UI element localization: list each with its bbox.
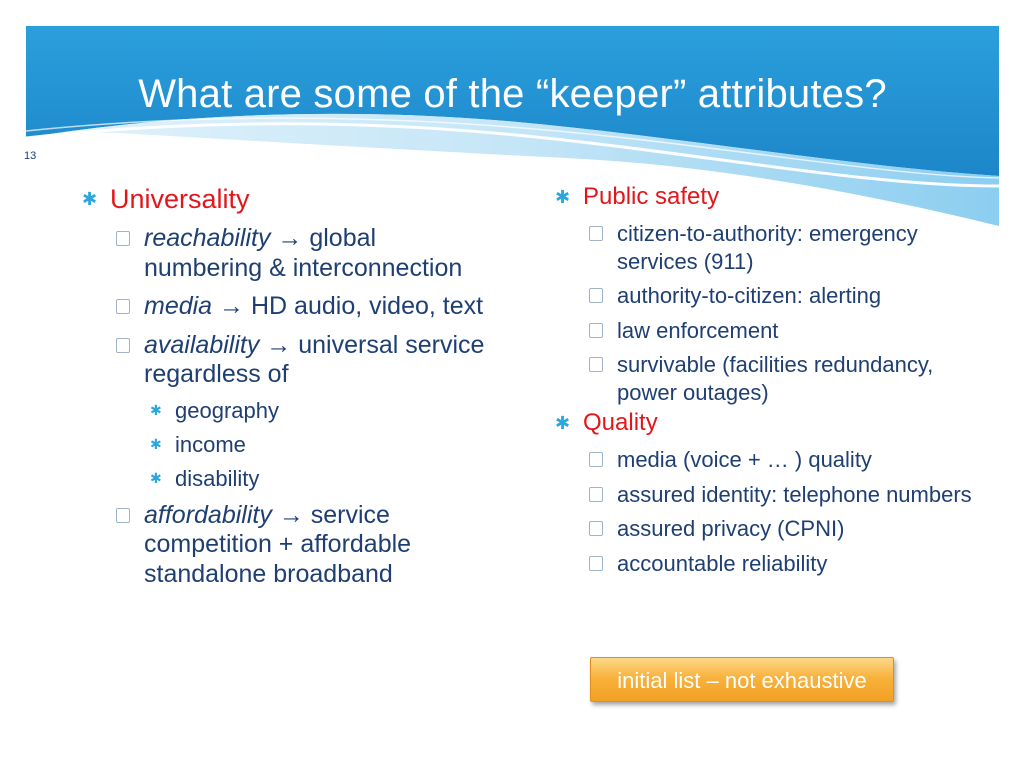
list-item [553, 550, 983, 578]
asterisk-bullet-icon: ✱ [82, 189, 98, 209]
square-bullet-icon [589, 288, 603, 303]
sub-item-label: disability [175, 465, 260, 491]
text-availability: universal service regardless of [144, 330, 485, 388]
list-item-label: assured identity: telephone numbers [617, 481, 972, 507]
list-item-label: media (voice + … ) quality [617, 447, 872, 472]
asterisk-bullet-icon: ✱ [150, 435, 162, 452]
square-bullet-icon [589, 556, 603, 571]
list-item-label: citizen-to-authority: emergency services (911) [617, 221, 918, 274]
heading-public-safety: Public safety [583, 183, 720, 210]
text-reachability: global numbering & interconnection [144, 224, 463, 282]
list-item-affordability [80, 501, 500, 590]
square-bullet-icon [116, 231, 130, 246]
asterisk-bullet-icon: ✱ [150, 469, 162, 486]
square-bullet-icon [116, 299, 130, 314]
square-bullet-icon [589, 452, 603, 467]
list-item [553, 446, 983, 474]
arrow-right-icon: → [266, 330, 292, 359]
heading-quality: Quality [583, 409, 658, 436]
right-column [553, 180, 983, 577]
asterisk-bullet-icon: ✱ [555, 187, 571, 207]
slide-title: What are some of the “keeper” attributes? [138, 72, 887, 116]
heading-universality: Universality [110, 184, 250, 214]
square-bullet-icon [116, 508, 130, 523]
square-bullet-icon [589, 521, 603, 536]
square-bullet-icon [589, 226, 603, 241]
list-item-media [80, 292, 500, 322]
asterisk-bullet-icon: ✱ [150, 401, 162, 418]
term-media: media [144, 292, 213, 320]
slide-number: 13 [24, 150, 37, 162]
list-item [553, 317, 983, 345]
text-affordability: service competition + affordable standalone broadband [144, 500, 412, 588]
arrow-right-icon: → [219, 292, 245, 320]
sub-item-disability [80, 465, 500, 492]
square-bullet-icon [589, 487, 603, 502]
arrow-right-icon: → [278, 500, 304, 529]
square-bullet-icon [589, 357, 603, 372]
term-affordability: affordability [144, 500, 272, 529]
sub-item-geography [80, 397, 500, 424]
list-item-label: assured privacy (CPNI) [617, 516, 845, 541]
arrow-right-icon: → [277, 224, 303, 252]
bullet-quality [553, 408, 983, 438]
list-item [553, 220, 983, 275]
sub-item-label: income [175, 431, 246, 457]
asterisk-bullet-icon: ✱ [555, 413, 571, 433]
list-item [553, 515, 983, 543]
bullet-universality [80, 183, 500, 215]
list-item [553, 351, 983, 406]
callout-note: initial list – not exhaustive [590, 657, 894, 702]
list-item [553, 481, 983, 509]
text-media: HD audio, video, text [244, 292, 484, 320]
left-column [80, 180, 500, 589]
sub-item-label: geography [175, 397, 279, 423]
square-bullet-icon [116, 338, 130, 353]
sub-item-income [80, 431, 500, 458]
list-item-label: law enforcement [617, 317, 779, 343]
square-bullet-icon [589, 323, 603, 338]
list-item-label: survivable (facilities redundancy, power outages) [617, 352, 934, 405]
term-availability: availability [144, 330, 260, 359]
list-item-availability [80, 331, 500, 390]
term-reachability: reachability [144, 224, 271, 252]
bullet-public-safety [553, 182, 983, 212]
list-item-label: authority-to-citizen: alerting [617, 283, 882, 308]
list-item [553, 282, 983, 310]
list-item-label: accountable reliability [617, 550, 828, 576]
list-item-reachability [80, 224, 500, 283]
